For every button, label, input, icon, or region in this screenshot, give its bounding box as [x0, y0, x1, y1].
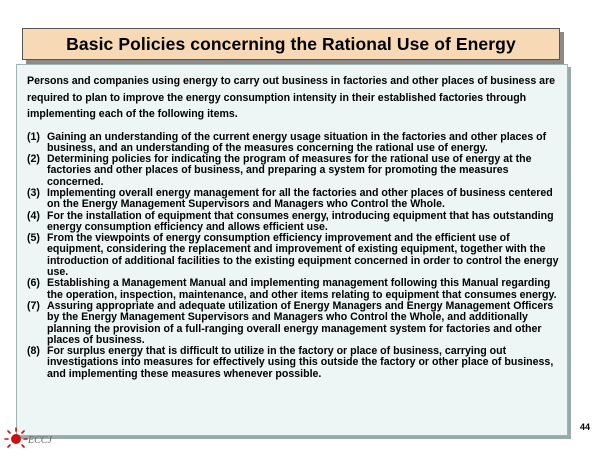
item-text: For surplus energy that is difficult to utilize in the factory or place of business, carrying out investigations into measures for effectively using this outside the factory or other place of business, and implementing these measures whenever possible.: [47, 345, 554, 380]
item-text: For the installation of equipment that consumes energy, introducing equipment that has outstanding energy consumption efficiency and allows efficient use.: [47, 209, 554, 233]
policy-list: [27, 132, 561, 381]
item-text: Implementing overall energy management for all the factories and other places of business centered on the Energy Management Supervisors and Managers who Control the Whole.: [47, 186, 553, 211]
content-panel: [16, 64, 568, 436]
list-item: [27, 233, 561, 278]
slide-title: Basic Policies concerning the Rational Use of Energy: [66, 33, 516, 54]
item-number: (1): [27, 130, 40, 143]
item-number: (4): [27, 209, 40, 222]
item-number: (2): [27, 153, 40, 166]
item-text: Determining policies for indicating the program of measures for the rational use of energy at the factories and other places of business, and preparing a system for promoting the measures concerned.: [47, 153, 532, 188]
list-item: [27, 301, 561, 346]
eccj-logo: [4, 426, 60, 448]
title-box: [22, 28, 560, 60]
list-item: [27, 132, 561, 155]
intro-paragraph: Persons and companies using energy to carry out business in factories and other places of business are required to plan to improve the energy consumption intensity in their established factories through implementing each of the following items.: [27, 75, 556, 120]
list-item: [27, 188, 561, 211]
item-text: From the viewpoints of energy consumption efficiency improvement and the efficient use of equipment, considering the replacement and improvement of existing equipment, together with the introduction of additional facilities to the existing equipment concerned in order to control the energy use.: [47, 232, 559, 279]
item-text: Establishing a Management Manual and implementing management following this Manual regarding the operation, inspection, maintenance, and other items relating to equipment that consumes energy.: [47, 277, 557, 301]
item-text: Assuring appropriate and adequate utilization of Energy Managers and Energy Management Officers by the Energy Management Supervisors and Managers who Control the Whole, and additionally planning the provision of a full-ranging overall energy management system for factories and other places of business.: [47, 299, 554, 346]
item-number: (5): [27, 232, 40, 245]
sun-logo-icon: [4, 426, 28, 448]
list-item: [27, 346, 561, 380]
item-number: (3): [27, 186, 40, 199]
list-item: [27, 211, 561, 234]
list-item: [27, 154, 561, 188]
item-number: (7): [27, 299, 40, 312]
item-text: Gaining an understanding of the current energy usage situation in the factories and other places of business, and an understanding of the measures concerning the rational use of energy.: [47, 130, 547, 154]
item-number: (8): [27, 345, 40, 358]
page-number: 44: [579, 422, 590, 432]
list-item: [27, 278, 561, 301]
item-number: (6): [27, 277, 40, 290]
logo-text: ECCJ: [28, 435, 52, 446]
